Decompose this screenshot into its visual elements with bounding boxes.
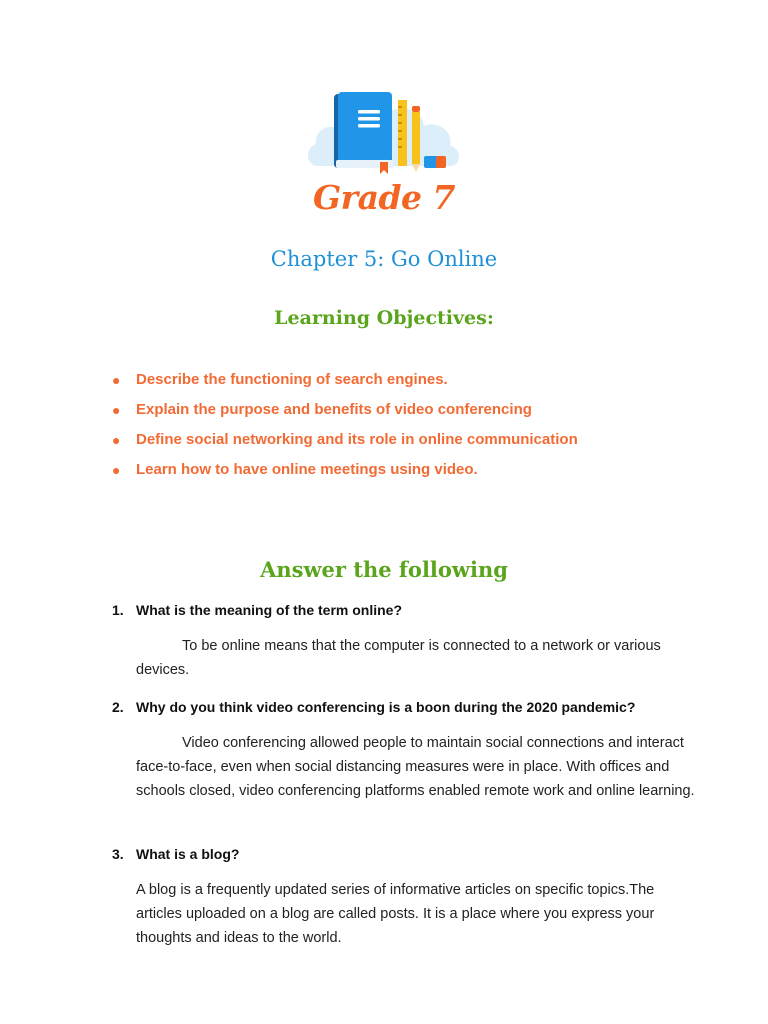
question xyxy=(112,600,702,620)
book-and-pencil-cloud-icon xyxy=(304,80,464,176)
objective-item xyxy=(112,428,578,458)
answer-text: Video conferencing allowed people to maintain social connections and interact face-to-face, even when social distancing measures were in place. With offices and schools closed, video conferencing platforms enabled remote work and online learning. xyxy=(136,735,695,799)
grade-title: Grade 7 xyxy=(313,178,455,217)
bullet-icon: ● xyxy=(112,402,121,418)
question-text: What is a blog? xyxy=(136,846,240,862)
answer-text: To be online means that the computer is connected to a network or various devices. xyxy=(136,638,661,678)
bullet-icon: ● xyxy=(112,462,121,478)
question xyxy=(112,697,702,717)
bullet-icon: ● xyxy=(112,372,121,388)
question xyxy=(112,844,702,864)
question-number: 2. xyxy=(112,699,124,715)
question-text: Why do you think video conferencing is a boon during the 2020 pandemic? xyxy=(136,699,636,715)
objective-text: Explain the purpose and benefits of video conferencing xyxy=(136,401,532,418)
objective-item xyxy=(112,398,578,428)
objective-item xyxy=(112,368,578,398)
objectives-list xyxy=(112,368,578,488)
answer-text: A blog is a frequently updated series of informative articles on specific topics.The articles uploaded on a blog are called posts. It is a place where you express your thoughts and ideas to the world. xyxy=(136,882,655,946)
question-block xyxy=(112,697,702,803)
question-text: What is the meaning of the term online? xyxy=(136,602,403,618)
objective-text: Define social networking and its role in online communication xyxy=(136,431,578,448)
objective-text: Learn how to have online meetings using video. xyxy=(136,461,478,478)
objective-item xyxy=(112,458,578,488)
chapter-title: Chapter 5: Go Online xyxy=(270,247,498,271)
bullet-icon: ● xyxy=(112,432,121,448)
objective-text: Describe the functioning of search engines. xyxy=(136,371,448,388)
question-number: 1. xyxy=(112,602,124,618)
objectives-heading: Learning Objectives: xyxy=(274,307,494,329)
question-block xyxy=(112,844,702,950)
question-number: 3. xyxy=(112,846,124,862)
answers-heading: Answer the following xyxy=(260,557,508,582)
question-block xyxy=(112,600,702,682)
